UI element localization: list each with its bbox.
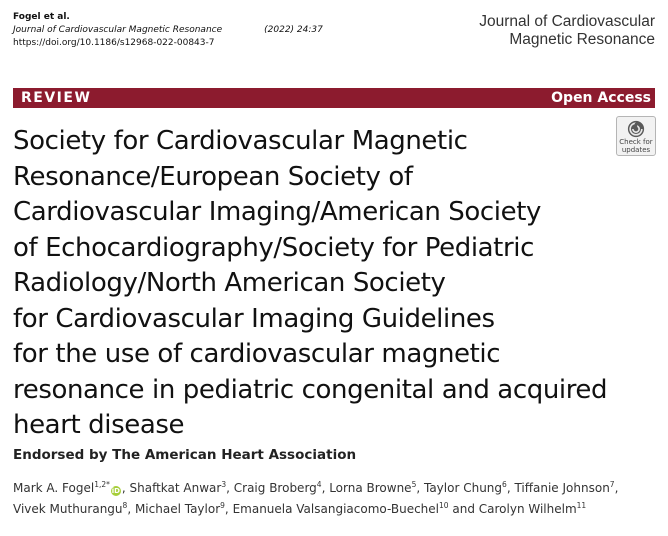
journal-volume: (2022) 24:37 bbox=[264, 25, 323, 35]
title-line: resonance in pediatric congenital and acquired bbox=[13, 374, 608, 405]
author-affiliation: 8 bbox=[122, 501, 128, 510]
doi-link[interactable]: https://doi.org/10.1186/s12968-022-00843-7 bbox=[13, 38, 215, 48]
author-affiliation: 4 bbox=[316, 480, 322, 489]
author-affiliation: 7 bbox=[609, 480, 615, 489]
author-separator: and bbox=[448, 502, 479, 516]
author-separator: , bbox=[121, 481, 130, 495]
title-line: for the use of cardiovascular magnetic bbox=[13, 339, 501, 369]
journal-citation-name: Journal of Cardiovascular Magnetic Resonance bbox=[13, 25, 223, 35]
check-for-updates-line2: updates bbox=[621, 145, 651, 154]
author-name: Tiffanie Johnson bbox=[514, 481, 610, 495]
author-name: Michael Taylor bbox=[134, 502, 221, 516]
author-affiliation: 9 bbox=[220, 501, 225, 510]
journal-logo-text bbox=[479, 13, 655, 49]
title-line: heart disease bbox=[13, 410, 185, 440]
author-separator: , bbox=[614, 481, 619, 495]
author-separator: , bbox=[321, 481, 330, 495]
author-affiliation: 6 bbox=[502, 480, 507, 489]
author-separator: , bbox=[416, 481, 424, 495]
journal-name-line1: Journal of Cardiovascular bbox=[479, 13, 655, 30]
author-name: Lorna Browne bbox=[329, 481, 412, 495]
article-type: REVIEW bbox=[21, 90, 92, 106]
citation-block bbox=[13, 11, 323, 50]
author-name: Emanuela Valsangiacomo-Buechel bbox=[232, 502, 439, 516]
author-name: Taylor Chung bbox=[423, 481, 503, 495]
author-affiliation: 1,2* bbox=[94, 480, 110, 489]
title-line: Cardiovascular Imaging/American Society bbox=[13, 197, 542, 227]
author-name: Mark A. Fogel bbox=[13, 481, 95, 495]
title-line: Radiology/North American Society bbox=[13, 268, 446, 298]
author-separator: , bbox=[224, 502, 233, 516]
author-separator: , bbox=[226, 481, 234, 495]
author-name: Craig Broberg bbox=[233, 481, 317, 495]
author-list bbox=[13, 478, 653, 520]
author-name: Carolyn Wilhelm bbox=[478, 502, 577, 516]
author-affiliation: 3 bbox=[221, 480, 227, 489]
check-for-updates-line1: Check for bbox=[619, 138, 653, 146]
author-separator: , bbox=[127, 502, 135, 516]
title-line: Society for Cardiovascular Magnetic bbox=[13, 126, 468, 156]
author-separator: , bbox=[506, 481, 515, 495]
author-line-1 bbox=[13, 478, 653, 499]
endorsement: Endorsed by The American Heart Association bbox=[13, 447, 357, 463]
author-affiliation: 10 bbox=[439, 501, 449, 510]
article-type-banner bbox=[13, 88, 655, 108]
title-line: of Echocardiography/Society for Pediatric bbox=[13, 232, 534, 263]
orcid-icon[interactable]: iD bbox=[111, 487, 120, 495]
check-for-updates-icon bbox=[627, 120, 645, 138]
author-name: Vivek Muthurangu bbox=[13, 502, 123, 516]
journal-citation bbox=[13, 24, 323, 37]
check-for-updates-button[interactable] bbox=[616, 116, 656, 156]
author-affiliation: 11 bbox=[576, 501, 587, 510]
title-line: Resonance/European Society of bbox=[13, 161, 413, 192]
title-line: for Cardiovascular Imaging Guidelines bbox=[13, 303, 495, 334]
author-affiliation: 5 bbox=[411, 480, 417, 489]
article-title bbox=[13, 124, 653, 444]
journal-name-line2: Magnetic Resonance bbox=[509, 31, 655, 48]
author-name: Shaftkat Anwar bbox=[129, 481, 222, 495]
open-access-label: Open Access bbox=[551, 90, 651, 106]
author-line-2 bbox=[13, 499, 653, 520]
running-authors: Fogel et al. bbox=[13, 12, 70, 22]
